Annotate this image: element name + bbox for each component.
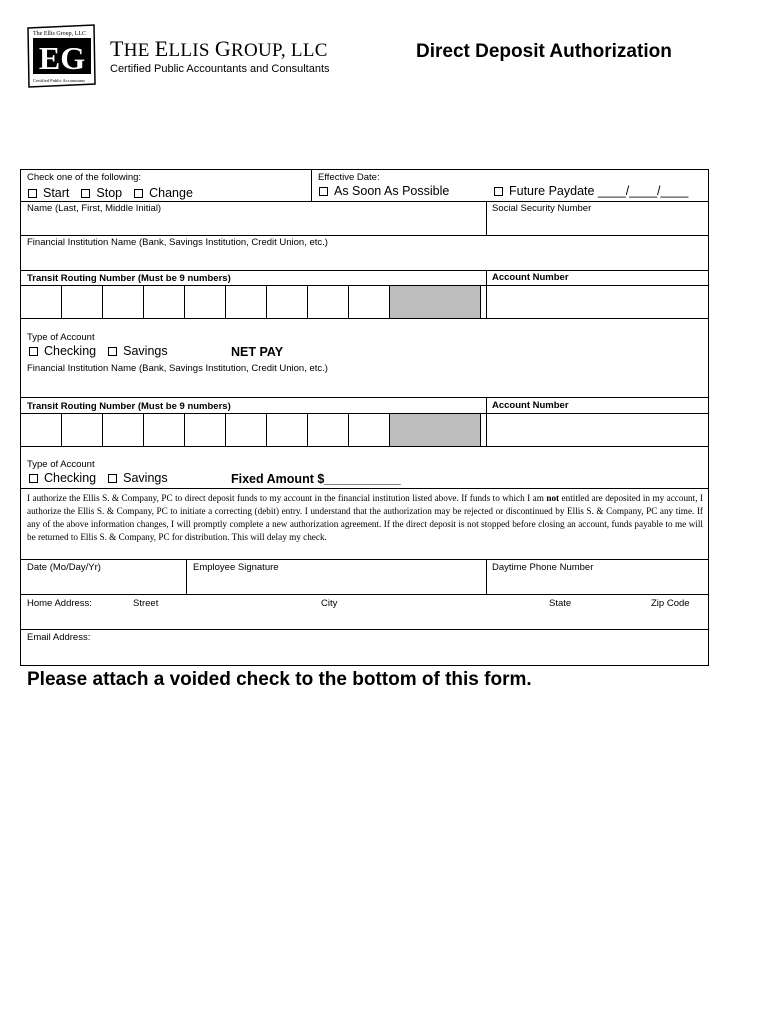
checking-label-1: Checking: [44, 344, 97, 358]
effective-date-label: Effective Date:: [318, 172, 380, 183]
divider: [21, 397, 708, 398]
divider: [21, 594, 708, 595]
account-label-2: Account Number: [492, 400, 569, 411]
phone-label: Daytime Phone Number: [492, 562, 594, 573]
name-label: Name (Last, First, Middle Initial): [27, 203, 162, 214]
fixed-amount-label: Fixed Amount $___________: [231, 472, 401, 486]
net-pay-label: NET PAY: [231, 345, 284, 359]
savings-label-1: Savings: [123, 344, 168, 358]
routing-digit-box[interactable]: [62, 286, 103, 318]
routing-digit-box[interactable]: [267, 414, 308, 446]
stop-checkbox[interactable]: [81, 189, 90, 198]
routing-digit-box[interactable]: [144, 414, 185, 446]
asap-checkbox[interactable]: [319, 187, 328, 196]
asap-label: As Soon As Possible: [334, 184, 450, 198]
routing-digit-box[interactable]: [185, 414, 226, 446]
checking-label-2: Checking: [44, 471, 97, 485]
routing-number-boxes-1[interactable]: [21, 286, 481, 318]
start-checkbox[interactable]: [28, 189, 37, 198]
start-label: Start: [43, 186, 70, 200]
svg-text:EG: EG: [38, 40, 86, 76]
divider: [21, 235, 708, 236]
svg-text:The Ellis Group, LLC: The Ellis Group, LLC: [33, 31, 86, 37]
divider: [186, 559, 187, 594]
svg-text:Certified Public Accountants: Certified Public Accountants: [33, 78, 85, 83]
stop-label: Stop: [96, 186, 123, 200]
routing-label-2: Transit Routing Number (Must be 9 numbers): [27, 401, 231, 412]
authorization-statement: I authorize the Ellis S. & Company, PC to direct deposit funds to my account in the financial institution listed above. If funds to which I am not entitled are deposited in my account, I authorize the Ellis S. & Company, PC to initiate a correcting (debit) entry. I understand that the authorization may be rejected or discontinued by Ellis S. & Company, PC any time. If any of the above information changes, I will promptly complete a new authorization agreement. If the direct deposit is not stopped before closing an account, funds payable to me will be returned to Ellis S. & Company, PC for distribution. This will delay my check.: [27, 493, 703, 542]
future-paydate-label: Future Paydate ____/____/____: [509, 184, 689, 198]
shaded-box: [390, 414, 481, 446]
future-paydate-checkbox[interactable]: [494, 187, 503, 196]
city-label: City: [321, 598, 338, 609]
direct-deposit-form: [20, 169, 709, 666]
divider: [21, 629, 708, 630]
savings-checkbox-2[interactable]: [108, 474, 117, 483]
divider: [21, 559, 708, 560]
routing-digit-box[interactable]: [267, 286, 308, 318]
company-tagline: Certified Public Accountants and Consultants: [110, 63, 330, 75]
routing-digit-box[interactable]: [21, 414, 62, 446]
signature-label: Employee Signature: [193, 562, 279, 573]
divider: [486, 270, 487, 318]
change-label: Change: [149, 186, 193, 200]
divider: [486, 559, 487, 594]
savings-label-2: Savings: [123, 471, 168, 485]
divider: [486, 201, 487, 235]
action-options: [28, 186, 193, 200]
routing-digit-box[interactable]: [21, 286, 62, 318]
checking-checkbox-1[interactable]: [29, 347, 38, 356]
routing-digit-box[interactable]: [103, 286, 144, 318]
company-name: THE ELLIS GROUP, LLC: [110, 36, 328, 61]
asap-option: [319, 184, 449, 198]
email-label: Email Address:: [27, 632, 91, 643]
divider: [311, 170, 312, 201]
account-label-1: Account Number: [492, 272, 569, 283]
financial-institution-label-2: Financial Institution Name (Bank, Savings Institution, Credit Union, etc.): [27, 363, 328, 374]
change-checkbox[interactable]: [134, 189, 143, 198]
divider: [21, 270, 708, 271]
routing-digit-box[interactable]: [308, 414, 349, 446]
zip-label: Zip Code: [651, 598, 690, 609]
account-type-label-1: Type of Account: [27, 332, 95, 343]
checking-checkbox-2[interactable]: [29, 474, 38, 483]
routing-digit-box[interactable]: [226, 286, 267, 318]
routing-digit-box[interactable]: [144, 286, 185, 318]
shaded-box: [390, 286, 481, 318]
home-address-label: Home Address:: [27, 598, 92, 609]
routing-label-1: Transit Routing Number (Must be 9 numbers): [27, 273, 231, 284]
street-label: Street: [133, 598, 159, 609]
routing-digit-box[interactable]: [62, 414, 103, 446]
attach-check-note: Please attach a voided check to the bottom of this form.: [27, 669, 532, 690]
routing-digit-box[interactable]: [349, 286, 390, 318]
divider: [21, 201, 708, 202]
routing-digit-box[interactable]: [103, 414, 144, 446]
financial-institution-label-1: Financial Institution Name (Bank, Savings Institution, Credit Union, etc.): [27, 237, 328, 248]
document-title: Direct Deposit Authorization: [416, 41, 672, 62]
ssn-label: Social Security Number: [492, 203, 592, 214]
divider: [21, 446, 708, 447]
divider: [486, 397, 487, 446]
savings-checkbox-1[interactable]: [108, 347, 117, 356]
routing-digit-box[interactable]: [226, 414, 267, 446]
company-logo: [25, 24, 97, 88]
account-type-options-1: [29, 344, 168, 358]
routing-digit-box[interactable]: [185, 286, 226, 318]
routing-digit-box[interactable]: [308, 286, 349, 318]
check-one-label: Check one of the following:: [27, 172, 142, 183]
routing-digit-box[interactable]: [349, 414, 390, 446]
account-type-label-2: Type of Account: [27, 459, 95, 470]
divider: [21, 488, 708, 489]
date-label: Date (Mo/Day/Yr): [27, 562, 101, 573]
state-label: State: [549, 598, 572, 609]
divider: [21, 318, 708, 319]
routing-number-boxes-2[interactable]: [21, 414, 481, 446]
future-paydate-option: [494, 184, 688, 198]
account-type-options-2: [29, 471, 168, 485]
